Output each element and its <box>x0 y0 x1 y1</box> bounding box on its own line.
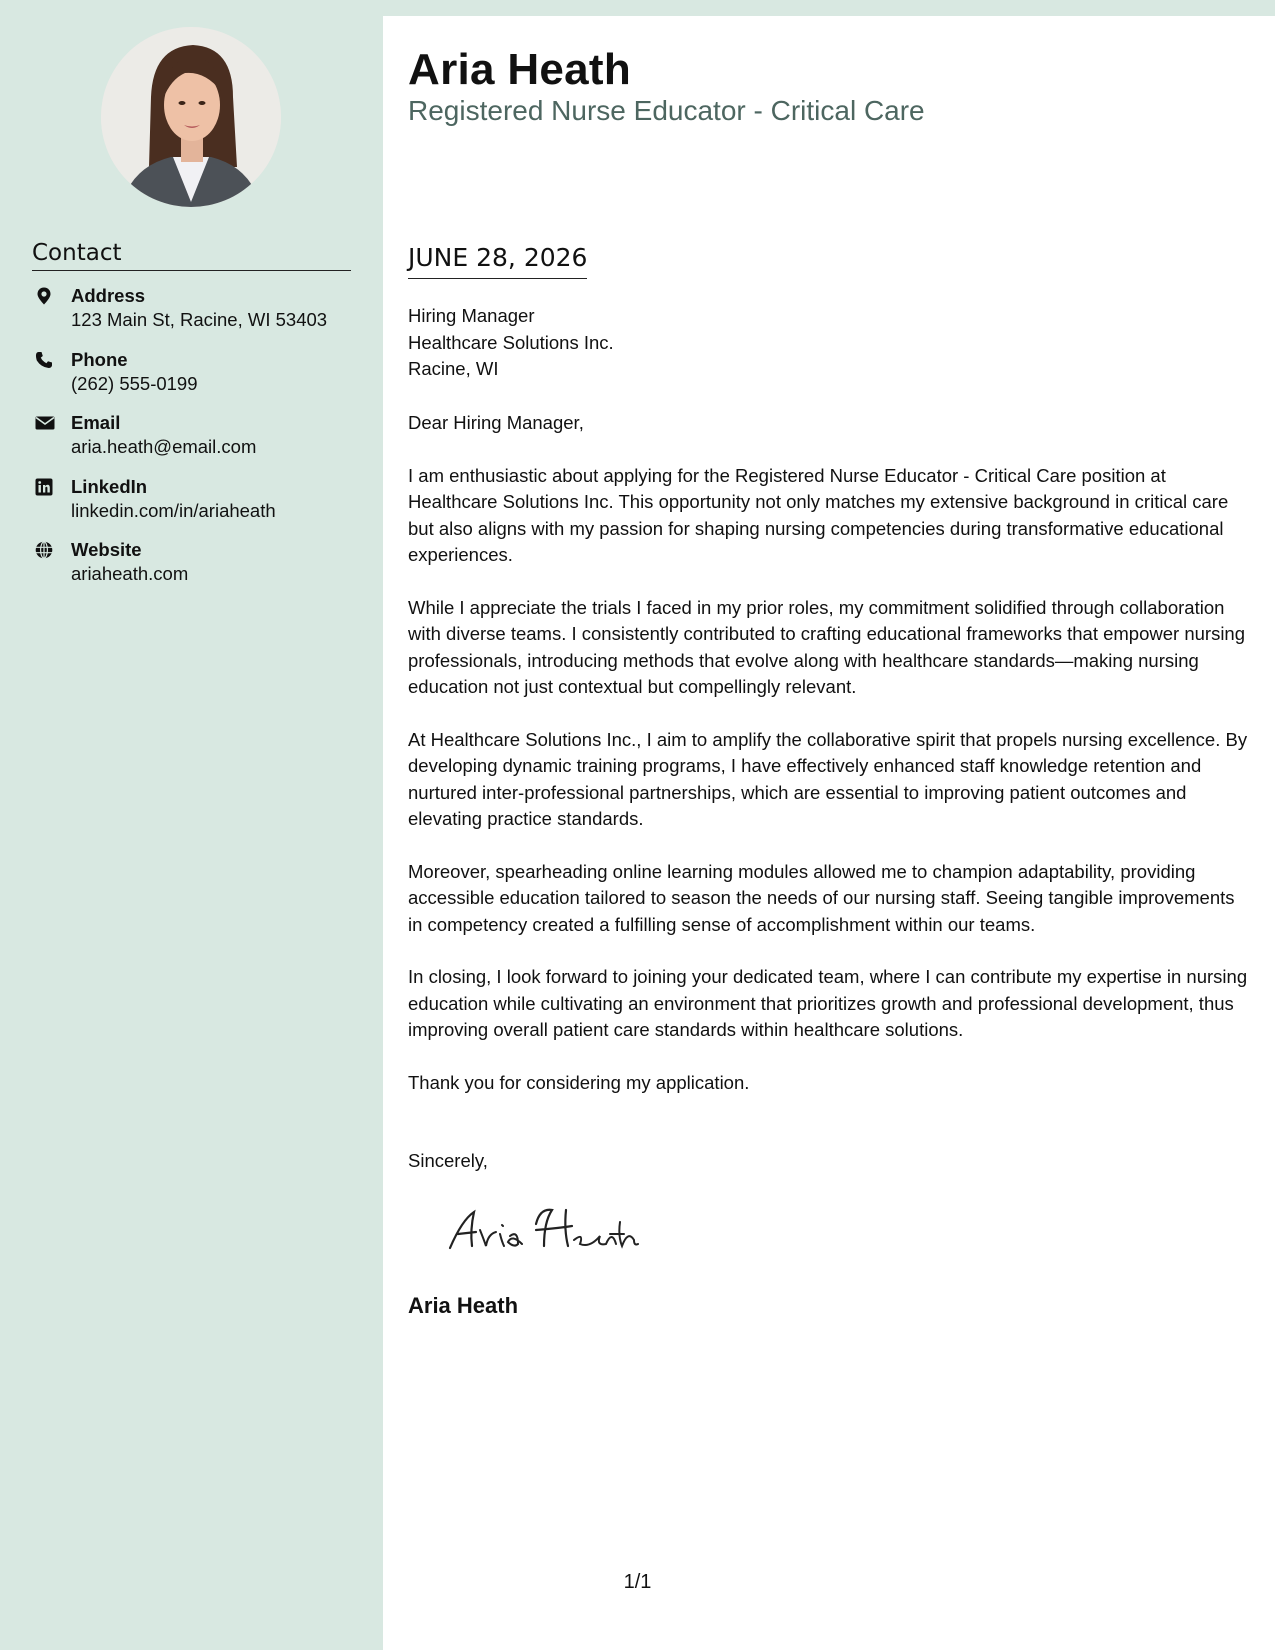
contact-heading: Contact <box>32 240 351 271</box>
contact-label: Email <box>71 412 121 433</box>
globe-icon <box>35 541 53 559</box>
paragraph: I am enthusiastic about applying for the Registered Nurse Educator - Critical Care position at Healthcare Solutions Inc. This opportunity not only matches my extensive background in critical care but also aligns with my passion for shaping nursing competencies during transformative educational experiences. <box>408 464 1229 565</box>
linkedin-icon <box>35 478 53 496</box>
applicant-name: Aria Heath <box>408 45 632 94</box>
recipient-block <box>408 303 614 383</box>
recipient-line: Healthcare Solutions Inc. <box>408 331 614 353</box>
paragraph: Moreover, spearheading online learning modules allowed me to champion adaptability, providing accessible education tailored to season the needs of our nursing staff. Seeing tangible improvements in competency created a fulfilling sense of accomplishment within our teams. <box>408 860 1235 935</box>
contact-value: aria.heath@email.com <box>71 436 257 457</box>
job-title: Registered Nurse Educator - Critical Care <box>408 95 925 126</box>
map-pin-icon <box>35 287 53 305</box>
contact-value: (262) 555-0199 <box>71 372 198 394</box>
closing: Sincerely, <box>408 1150 488 1171</box>
contact-value: 123 Main St, Racine, WI 53403 <box>71 309 328 330</box>
recipient-line: Racine, WI <box>408 358 499 379</box>
letter-body <box>408 410 1253 1122</box>
contact-value: linkedin.com/in/ariaheath <box>71 499 276 521</box>
avatar <box>101 27 281 207</box>
contact-label: Phone <box>71 348 128 370</box>
envelope-icon <box>35 414 53 432</box>
contact-label: LinkedIn <box>71 475 148 497</box>
contact-item-address <box>32 284 362 348</box>
contact-label: Address <box>71 285 146 306</box>
paragraph: While I appreciate the trials I faced in my prior roles, my commitment solidified through collaboration with diverse teams. I consistently contributed to crafting educational frameworks that empower nursing professionals, introducing methods that evolve along with healthcare standards—making nursing education not just contextual but compellingly relevant. <box>408 596 1246 697</box>
page-number: 1/1 <box>623 1571 652 1593</box>
salutation: Dear Hiring Manager, <box>408 412 584 433</box>
paragraph: In closing, I look forward to joining your dedicated team, where I can contribute my expertise in nursing education while cultivating an environment that prioritizes growth and professional development, thus improving overall patient care standards within healthcare solutions. <box>408 966 1248 1040</box>
recipient-line: Hiring Manager <box>408 305 535 326</box>
contact-list <box>32 284 362 602</box>
contact-item-linkedin <box>32 475 362 539</box>
paragraph: Thank you for considering my application. <box>408 1071 750 1093</box>
phone-icon <box>35 351 53 369</box>
signature <box>440 1200 670 1260</box>
letter-date: JUNE 28, 2026 <box>408 243 587 279</box>
paragraph: At Healthcare Solutions Inc., I aim to amplify the collaborative spirit that propels nursing excellence. By developing dynamic training programs, I have effectively enhanced staff knowledge retention and nurtured inter-professional partnerships, which are essential to improving patient outcomes and elevating practice standards. <box>408 728 1248 829</box>
contact-item-email <box>32 411 362 475</box>
contact-label: Website <box>71 539 142 560</box>
contact-item-phone <box>32 348 362 412</box>
contact-item-website <box>32 538 362 602</box>
signer-name: Aria Heath <box>408 1293 519 1318</box>
contact-value: ariaheath.com <box>71 563 189 584</box>
